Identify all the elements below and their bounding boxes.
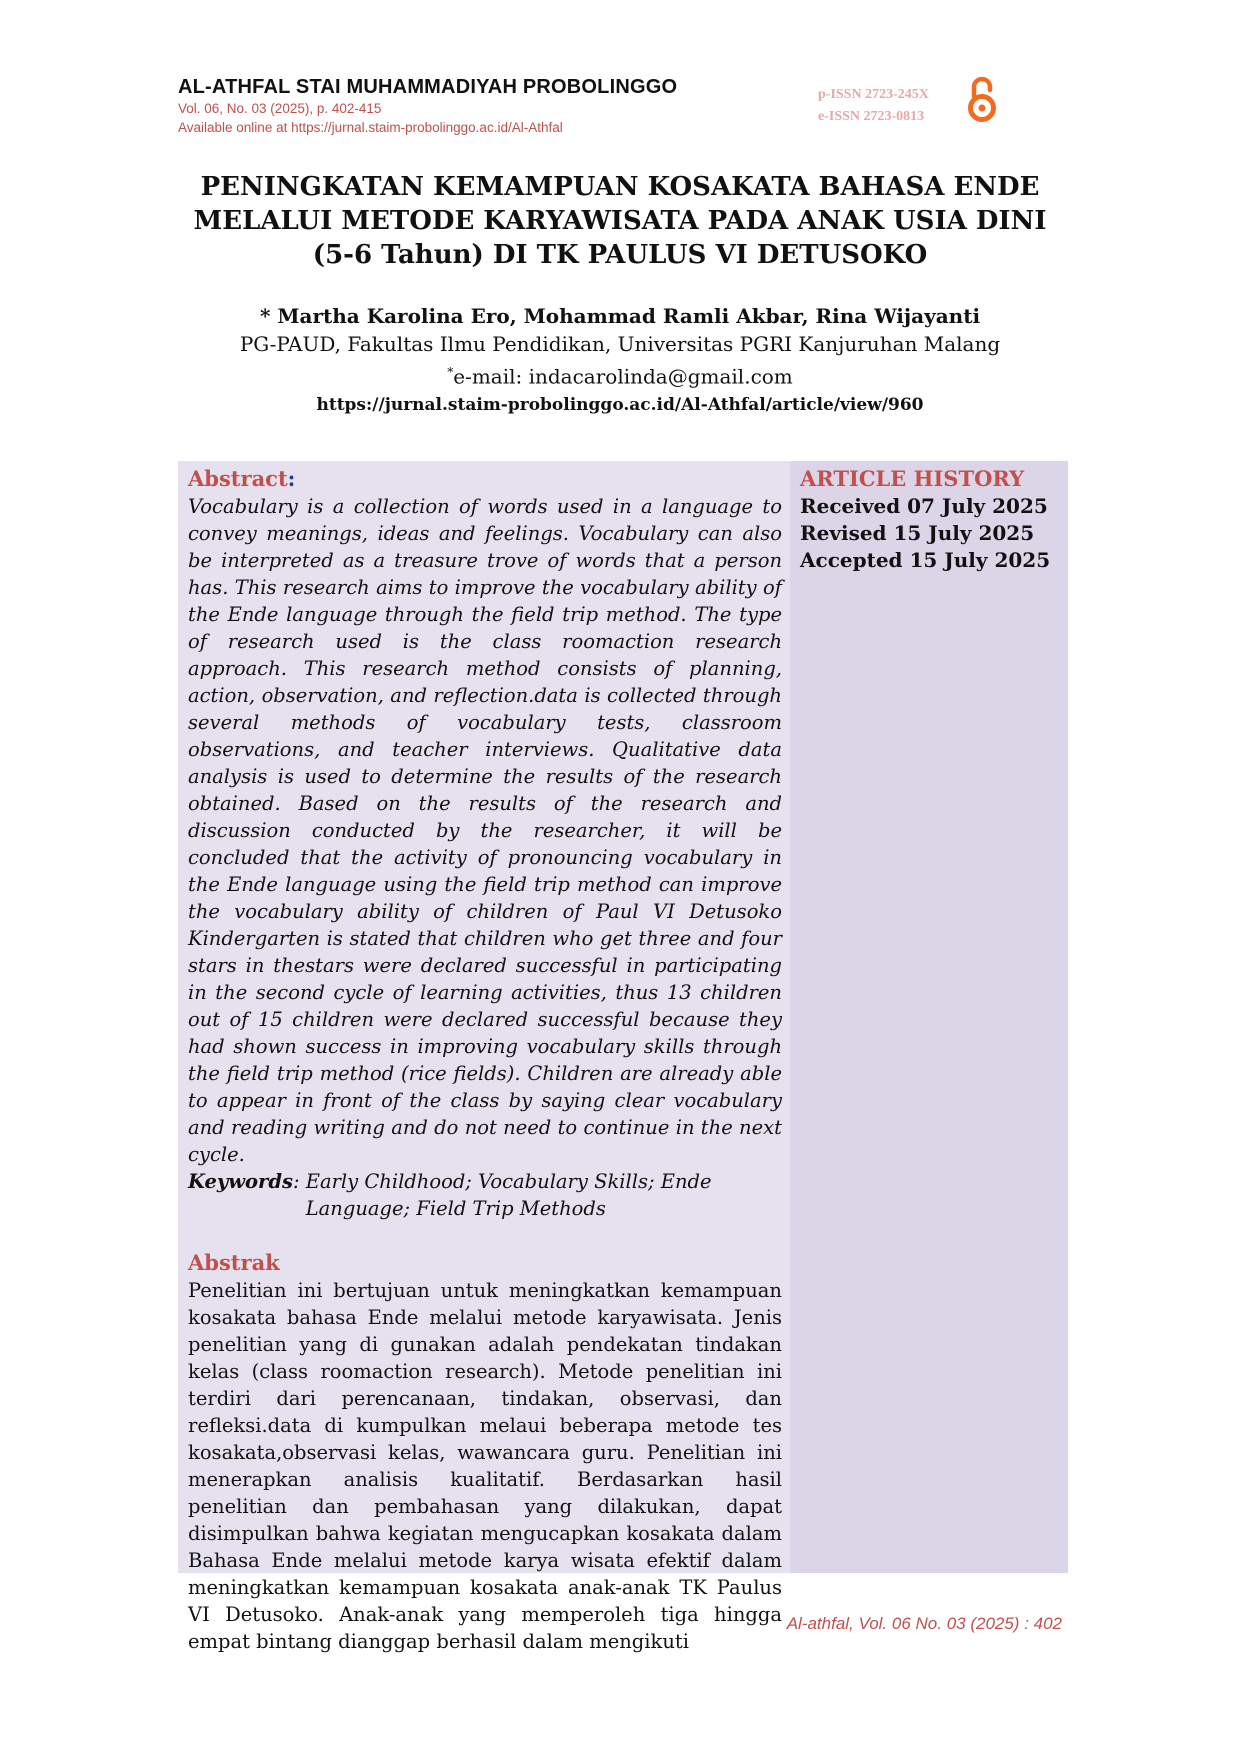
history-received: Received 07 July 2025	[800, 494, 1048, 518]
author-block	[178, 302, 1062, 419]
abstract-heading-text: Abstract	[188, 466, 288, 491]
open-access-icon	[966, 74, 998, 124]
p-issn: p-ISSN 2723-245X	[818, 87, 929, 102]
journal-header	[178, 76, 1078, 137]
page-footer: Al-athfal, Vol. 06 No. 03 (2025) : 402	[786, 1614, 1062, 1633]
e-issn: e-ISSN 2723-0813	[818, 109, 925, 124]
abstract-text: Vocabulary is a collection of words used in a language to convey meanings, ideas and feelings. Vocabulary can also be interpreted as a treasure trove of words that a person has. This research aims to improve the vocabulary ability of the Ende language through the field trip method. The type of research used is the class roomaction research approach. This research method consists of planning, action, observation, and reflection.data is collected through several methods of vocabulary tests, classroom observations, and teacher interviews. Qualitative data analysis is used to determine the results of the research obtained. Based on the results of the research and discussion conducted by the researcher, it will be concluded that the activity of pronouncing vocabulary in the Ende language using the field trip method can improve the vocabulary ability of children of Paul VI Detusoko Kindergarten is stated that children who get three and four stars in thestars were declared successful in participating in the second cycle of learning activities, thus 13 children out of 15 children were declared successful because they had shown success in improving vocabulary skills through the field trip method (rice fields). Children are already able to appear in front of the class by saying clear vocabulary and reading writing and do not need to continue in the next cycle.	[188, 495, 782, 1166]
abstrak-heading: Abstrak	[188, 1250, 280, 1275]
journal-name: AL-ATHFAL STAI MUHAMMADIYAH PROBOLINGGO	[178, 76, 678, 98]
history-revised: Revised 15 July 2025	[800, 521, 1035, 545]
issn-block	[818, 84, 929, 128]
volume-info: Vol. 06, No. 03 (2025), p. 402-415	[178, 101, 382, 116]
abstrak-text: Penelitian ini bertujuan untuk meningkatkan kemampuan kosakata bahasa Ende melalui metode karyawisata. Jenis penelitian yang di gunakan adalah pendekatan tindakan kelas (class roomaction research). Metode penelitian ini terdiri dari perencanaan, tindakan, observasi, dan refleksi.data di kumpulkan melaui beberapa metode tes kosakata,observasi kelas, wawancara guru. Penelitian ini menerapkan analisis kualitatif. Berdasarkan hasil penelitian dan pembahasan yang dilakukan, dapat disimpulkan bahwa kegiatan mengucapkan kosakata dalam Bahasa Ende melalui metode karya wisata efektif dalam meningkatkan kemampuan kosakata anak-anak TK Paulus VI Detusoko. Anak-anak yang memperoleh tiga hingga empat bintang dianggap berhasil dalam mengikuti	[188, 1279, 782, 1653]
history-accepted: Accepted 15 July 2025	[800, 548, 1051, 572]
affiliation: PG-PAUD, Fakultas Ilmu Pendidikan, Universitas PGRI Kanjuruhan Malang	[239, 332, 1001, 356]
online-info: Available online at https://jurnal.staim-probolinggo.ac.id/Al-Athfal	[178, 120, 563, 135]
abstract-heading	[188, 465, 782, 493]
author-names: * Martha Karolina Ero, Mohammad Ramli Akbar, Rina Wijayanti	[259, 304, 981, 328]
history-heading: ARTICLE HISTORY	[800, 466, 1025, 491]
article-title: PENINGKATAN KEMAMPUAN KOSAKATA BAHASA ENDE MELALUI METODE KARYAWISATA PADA ANAK USIA DINI (5-6 Tahun) DI TK PAULUS VI DETUSOKO	[193, 172, 1047, 270]
author-email	[178, 358, 1062, 391]
email-mark: *	[447, 365, 454, 379]
article-url[interactable]: https://jurnal.staim-probolinggo.ac.id/Al-Athfal/article/view/960	[316, 394, 924, 415]
keywords-row	[188, 1168, 782, 1222]
article-history	[790, 461, 1068, 1573]
email-text: e-mail: indacarolinda@gmail.com	[453, 364, 793, 389]
abstract-column	[188, 461, 782, 1653]
keywords-list: Early Childhood; Vocabulary Skills; Ende Language; Field Trip Methods	[305, 1170, 712, 1220]
abstract-heading-colon: :	[287, 466, 296, 491]
keywords-colon: :	[292, 1170, 306, 1193]
keywords-label: Keywords	[188, 1170, 293, 1193]
